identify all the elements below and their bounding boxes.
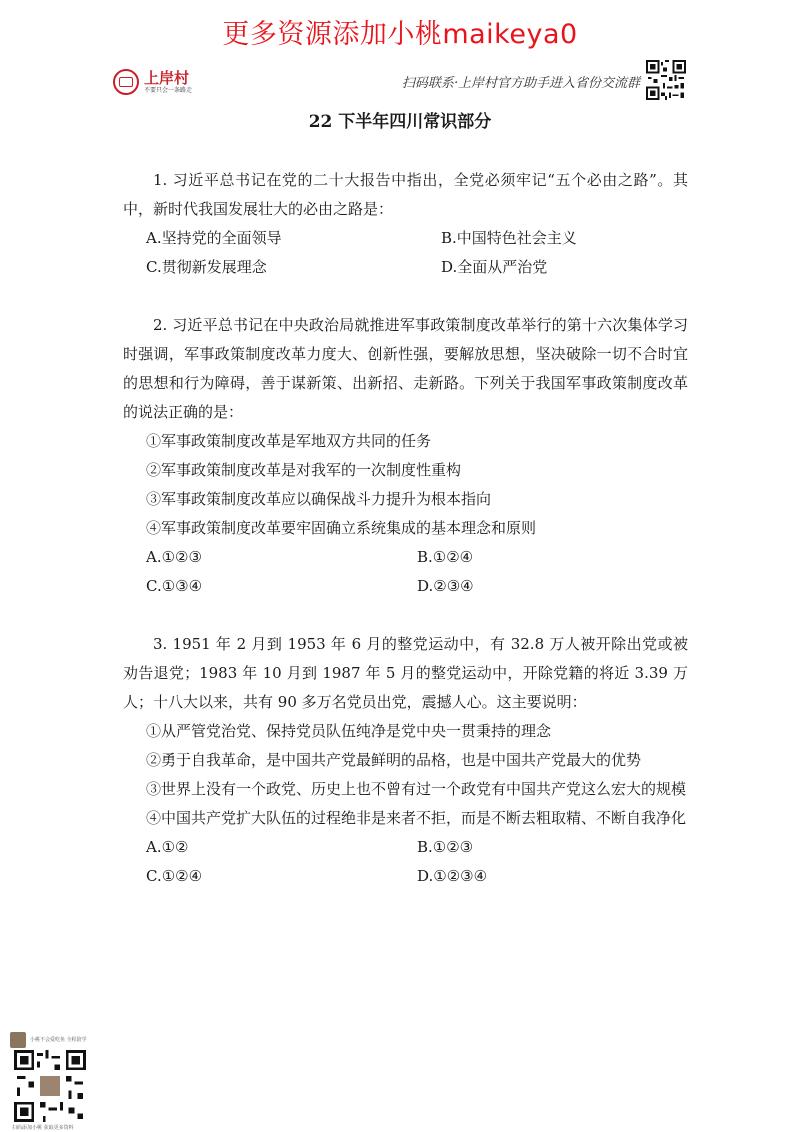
brand-logo [113, 66, 192, 98]
page-title: 22 下半年四川常识部分 [308, 112, 492, 132]
statement-4: ④中国共产党扩大队伍的过程绝非是来者不拒，而是不断去粗取精、不断自我净化 [146, 809, 687, 827]
question-stem: 1. 习近平总书记在党的二十大报告中指出，全党必须牢记“五个必由之路”。其中，新时代我国发展壮大的必由之路是： [123, 171, 688, 218]
question-list [123, 166, 688, 891]
statement-3: ③军事政策制度改革应以确保战斗力提升为根本指向 [146, 490, 492, 508]
option-b: B.中国特色社会主义 [441, 229, 577, 247]
contact-qr-code-icon [10, 1050, 90, 1122]
promo-banner: 更多资源添加小桃maikeya0 [222, 19, 578, 50]
seal-icon [113, 69, 139, 95]
avatar [10, 1032, 26, 1048]
option-b: B.①②③ [417, 838, 474, 856]
question-2 [123, 311, 688, 601]
option-d: D.②③④ [417, 577, 474, 595]
side-qr-caption: 扫码添加小桃 获取更多资料 [12, 1125, 74, 1131]
statement-2: ②军事政策制度改革是对我军的一次制度性重构 [146, 461, 462, 479]
options [123, 833, 688, 891]
option-c: C.①③④ [146, 577, 203, 595]
options [123, 224, 688, 282]
question-stem: 3. 1951 年 2 月到 1953 年 6 月的整党运动中，有 32.8 万人被开除出党或被劝告退党；1983 年 10 月到 1987 年 5 月的整党运动中，开除党籍的将近 3.39 万人；十八大以来，共有 90 多万名党员出党，震撼人心。这主要说明： [123, 635, 688, 711]
question-3 [123, 630, 688, 891]
question-1 [123, 166, 688, 282]
option-b: B.①②④ [417, 548, 474, 566]
brand-slogan: 不要只会一条路走 [144, 86, 193, 94]
statement-1: ①从严管党治党、保持党员队伍纯净是党中央一贯秉持的理念 [146, 722, 552, 740]
side-contact-name: 小桃不会爱吃鱼 全程陪学 [30, 1037, 87, 1043]
qr-code-icon [646, 60, 686, 100]
question-stem: 2. 习近平总书记在中央政治局就推进军事政策制度改革举行的第十六次集体学习时强调，军事政策制度改革力度大、创新性强，要解放思想，坚决破除一切不合时宜的思想和行为障碍，善于谋新策、出新招、走新路。下列关于我国军事政策制度改革的说法正确的是： [123, 316, 688, 421]
option-a: A.坚持党的全面领导 [146, 229, 282, 247]
statement-1: ①军事政策制度改革是军地双方共同的任务 [146, 432, 432, 450]
option-c: C.贯彻新发展理念 [146, 258, 267, 276]
header-note: 扫码联系·上岸村官方助手进入省份交流群 [401, 76, 640, 91]
option-a: A.①②③ [146, 548, 202, 566]
statement-2: ②勇于自我革命，是中国共产党最鲜明的品格，也是中国共产党最大的优势 [146, 751, 642, 769]
option-a: A.①② [146, 838, 189, 856]
statement-3: ③世界上没有一个政党、历史上也不曾有过一个政党有中国共产党这么宏大的规模 [146, 780, 687, 798]
statement-4: ④军事政策制度改革要牢固确立系统集成的基本理念和原则 [146, 519, 537, 537]
brand-name: 上岸村 [144, 68, 190, 87]
option-d: D.①②③④ [417, 867, 488, 885]
option-d: D.全面从严治党 [441, 258, 548, 276]
options [123, 543, 688, 601]
option-c: C.①②④ [146, 867, 203, 885]
